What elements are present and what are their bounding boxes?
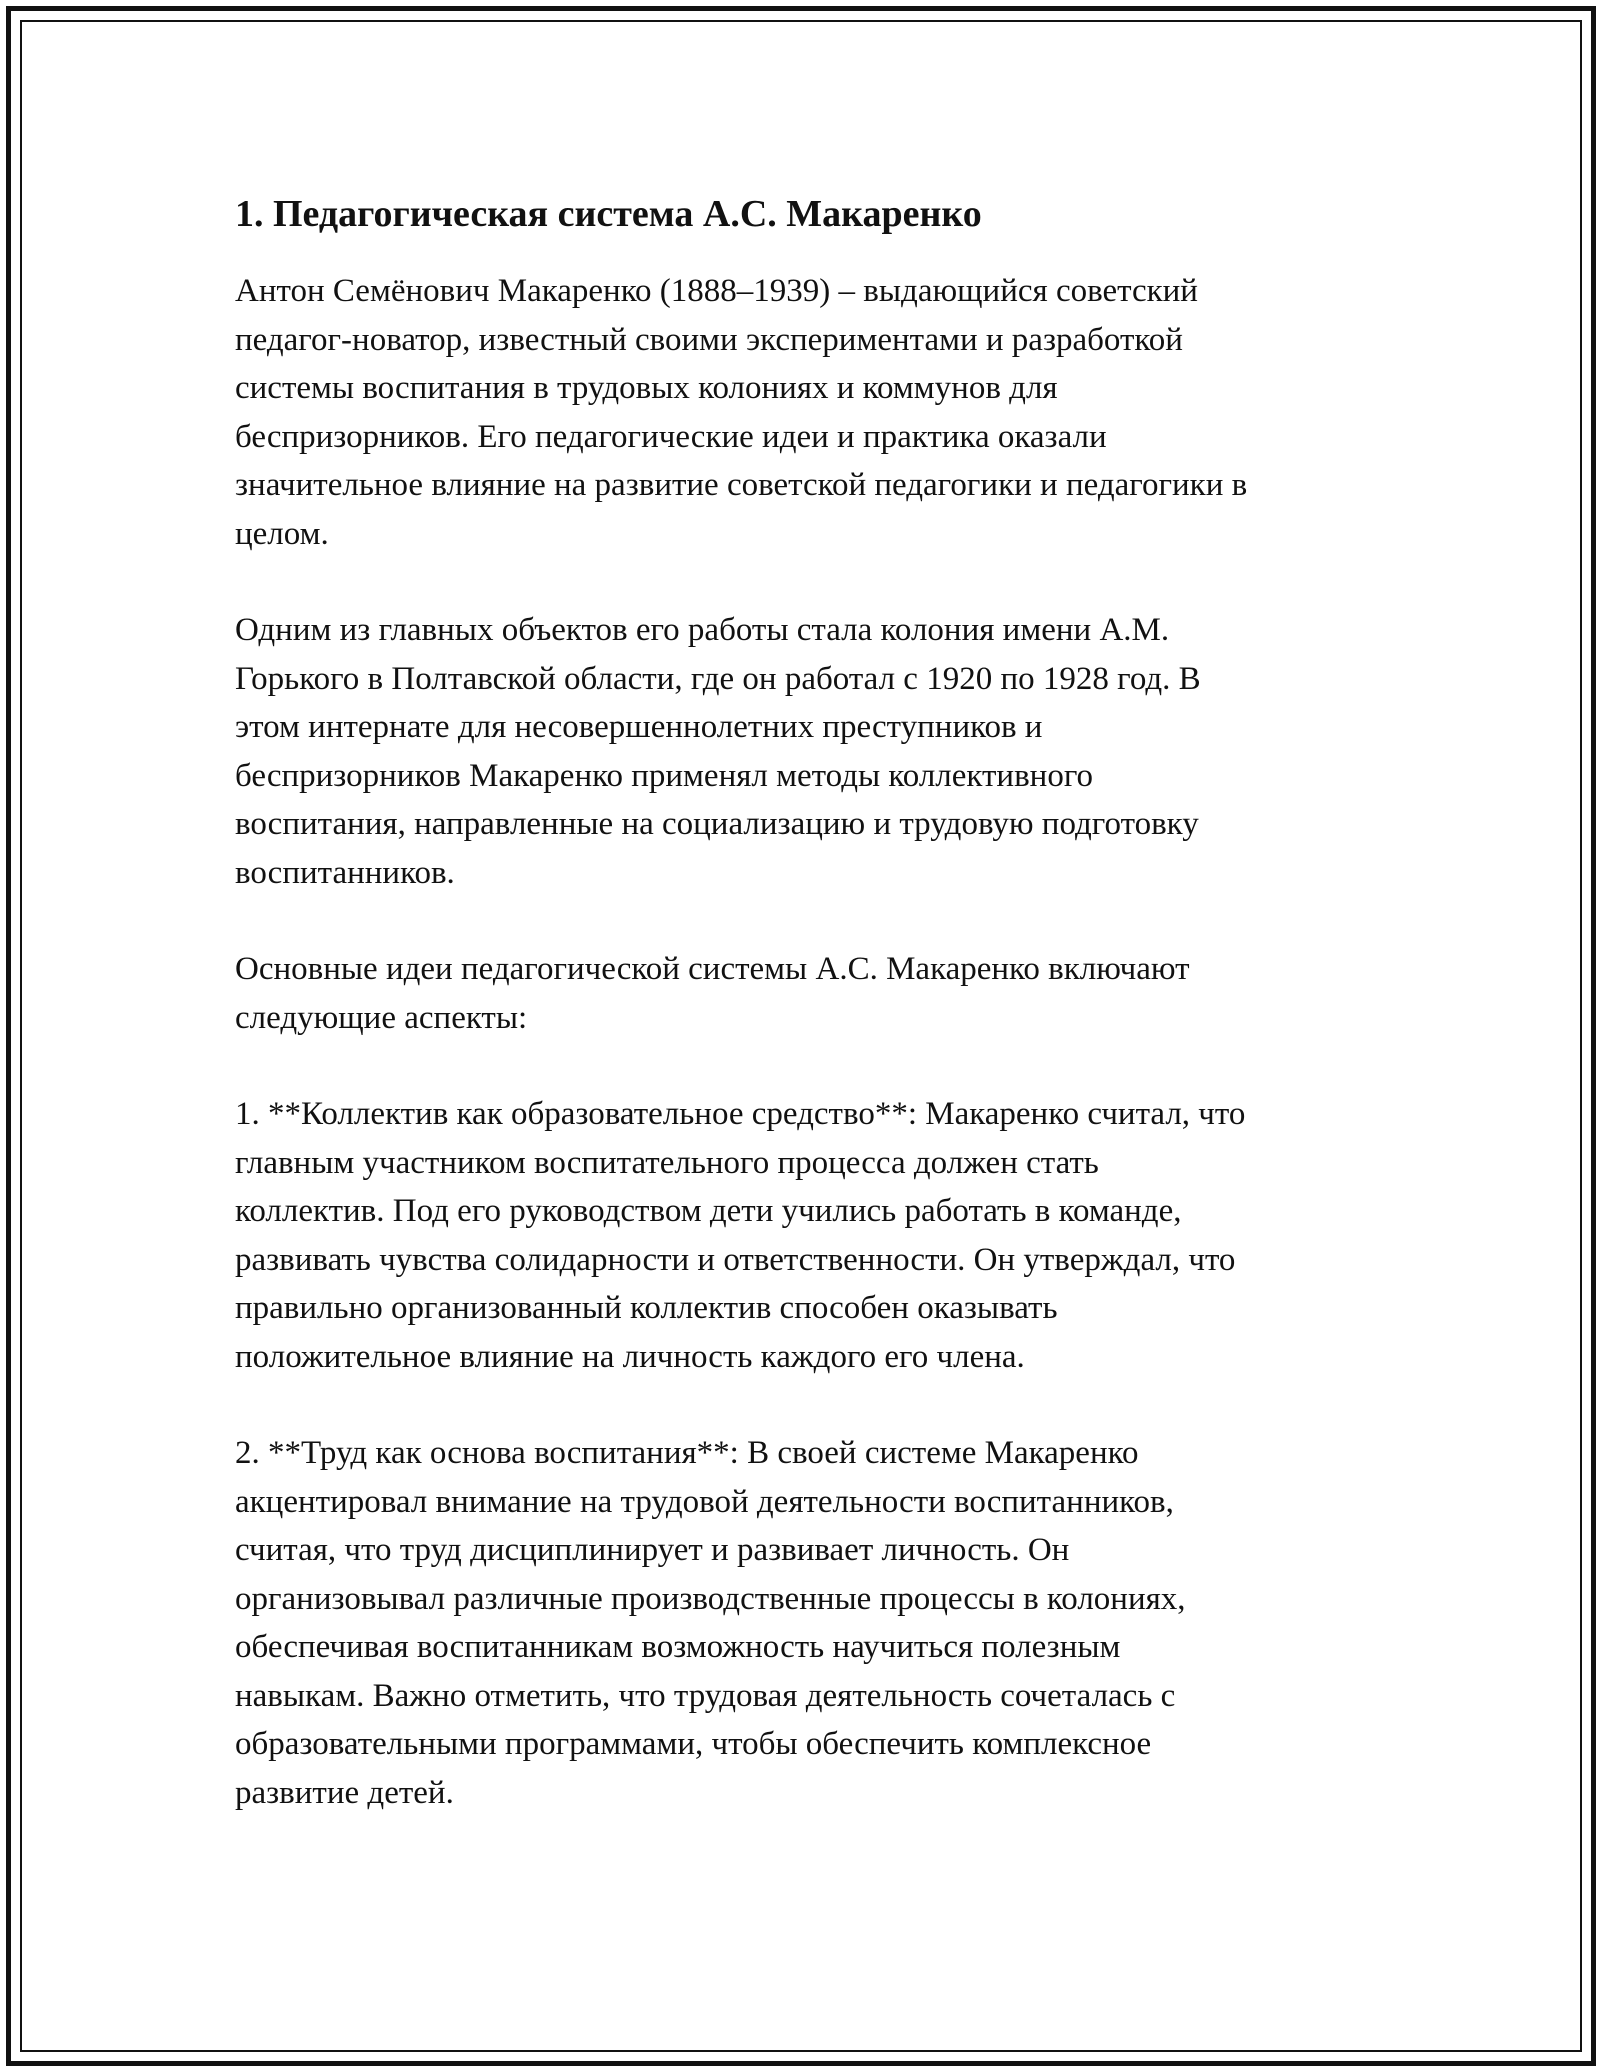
paragraph-1 [235, 267, 1375, 558]
document-body [235, 188, 1375, 1865]
text-line: этом интернате для несовершеннолетних преступников и [235, 709, 1043, 745]
text-line: считая, что труд дисциплинирует и развивает личность. Он [235, 1532, 1070, 1568]
text-line: акцентировал внимание на трудовой деятельности воспитанников, [235, 1483, 1174, 1520]
text-line: положительное влияние на личность каждого его члена. [235, 1338, 1025, 1375]
text-line: следующие аспекты: [235, 999, 528, 1036]
text-line: беспризорников Макаренко применял методы коллективного [235, 757, 1094, 794]
text-line: правильно организованный коллектив способен оказывать [235, 1290, 1058, 1326]
text-line: Антон Семёнович Макаренко (1888–1939) – выдающийся советский [235, 273, 1198, 309]
text-line: образовательными программами, чтобы обеспечить комплексное [235, 1726, 1152, 1762]
text-line: Горького в Полтавской области, где он работал с 1920 по 1928 год. В [235, 660, 1201, 697]
text-line: системы воспитания в трудовых колониях и коммунов для [235, 370, 1058, 406]
text-line: Одним из главных объектов его работы стала колония имени А.М. [235, 612, 1170, 648]
text-line: обеспечивая воспитанникам возможность научиться полезным [235, 1629, 1121, 1665]
paragraph-5 [235, 1429, 1375, 1817]
text-line: 2. **Труд как основа воспитания**: В своей системе Макаренко [235, 1435, 1139, 1471]
text-line: навыкам. Важно отметить, что трудовая деятельность сочеталась с [235, 1677, 1176, 1714]
section-heading: 1. Педагогическая система А.С. Макаренко [235, 193, 982, 235]
text-line: педагог-новатор, известный своими экспериментами и разработкой [235, 321, 1183, 358]
text-line: коллектив. Под его руководством дети учились работать в команде, [235, 1193, 1182, 1229]
text-line: 1. **Коллектив как образовательное средство**: Макаренко считал, что [235, 1096, 1246, 1132]
paragraph-list [235, 267, 1375, 1817]
text-line: развивать чувства солидарности и ответственности. Он утверждал, что [235, 1241, 1236, 1278]
text-line: беспризорников. Его педагогические идеи и практика оказали [235, 418, 1107, 455]
text-line: целом. [235, 515, 329, 552]
text-line: воспитанников. [235, 854, 455, 891]
text-line: Основные идеи педагогической системы А.С. Макаренко включают [235, 951, 1190, 987]
paragraph-3 [235, 945, 1375, 1042]
text-line: воспитания, направленные на социализацию и трудовую подготовку [235, 806, 1199, 842]
paragraph-4 [235, 1090, 1375, 1381]
text-line: значительное влияние на развитие советской педагогики и педагогики в [235, 467, 1248, 503]
paragraph-2 [235, 606, 1375, 897]
text-line: организовывал различные производственные процессы в колониях, [235, 1580, 1186, 1617]
text-line: главным участником воспитательного процесса должен стать [235, 1144, 1099, 1181]
text-line: развитие детей. [235, 1774, 454, 1811]
